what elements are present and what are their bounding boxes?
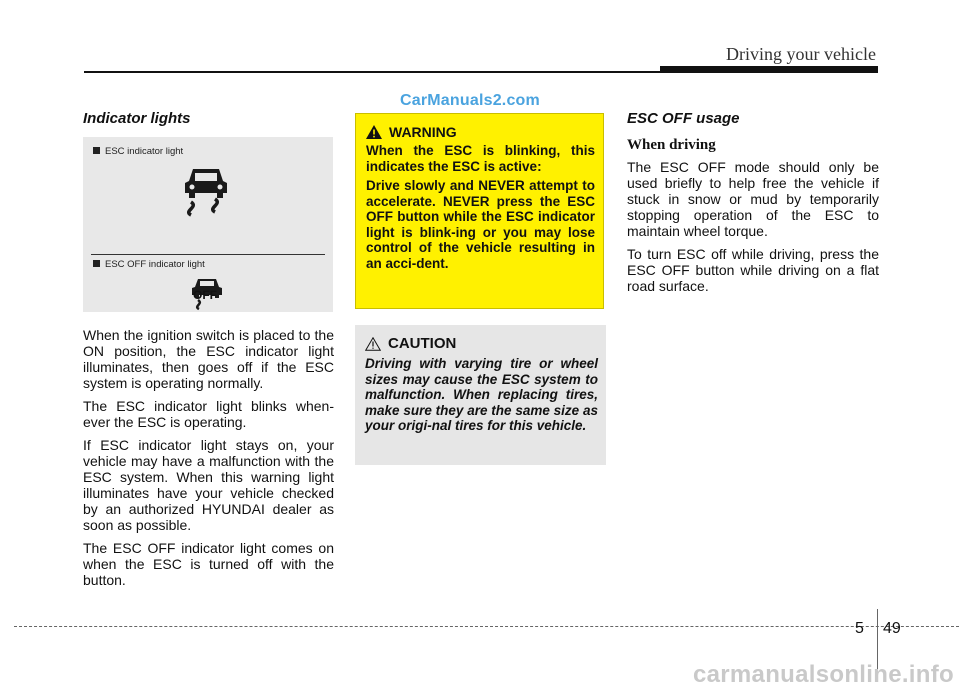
watermark-bottom-link[interactable]: carmanualsonline.info bbox=[692, 661, 954, 688]
caution-triangle-icon bbox=[365, 337, 381, 351]
off-text: OFF bbox=[193, 288, 217, 302]
chapter-number: 5 bbox=[855, 620, 864, 637]
watermark-link[interactable]: CarManuals2.com bbox=[400, 92, 540, 109]
caution-text: Driving with varying tire or wheel sizes may cause the ESC system to malfunction. When replacing tires, make sure they are the same size as your origi-nal tires for this vehicle. bbox=[365, 356, 598, 433]
section-heading: ESC OFF usage bbox=[627, 110, 740, 127]
sub-heading: When driving bbox=[627, 137, 716, 153]
paragraph: When the ignition switch is placed to the ON position, the ESC indicator light illuminates, then goes off if the ESC system is operating normally. bbox=[83, 327, 334, 391]
paragraph: If ESC indicator light stays on, your vehicle may have a malfunction with the ESC system. When this warning light illuminates have your vehicle checked by an authorized HYUNDAI dealer as soon as possible. bbox=[83, 437, 334, 533]
right-column bbox=[627, 110, 879, 301]
bullet-square-icon bbox=[93, 147, 100, 154]
header-rule-bar bbox=[660, 66, 878, 73]
warning-text: Drive slowly and NEVER attempt to accelerate. NEVER press the ESC OFF button while the ESC indicator light is blink-ing or you may lose control of the vehicle resulting in an acci-dent. bbox=[366, 178, 595, 271]
caution-title: CAUTION bbox=[365, 335, 598, 352]
caution-box bbox=[355, 325, 606, 465]
warning-box bbox=[355, 113, 604, 309]
footer-rule bbox=[14, 626, 959, 627]
esc-off-indicator-label: ESC OFF indicator light bbox=[93, 259, 205, 270]
left-column bbox=[83, 110, 334, 595]
indicator-illustration bbox=[83, 137, 333, 312]
middle-column bbox=[355, 113, 606, 465]
warning-title: WARNING bbox=[366, 124, 595, 140]
paragraph: The ESC OFF mode should only be used briefly to help free the vehicle if stuck in snow or mud by temporarily stopping operation of the ESC to maintain wheel torque. bbox=[627, 159, 879, 239]
bullet-square-icon bbox=[93, 260, 100, 267]
page-number: 49 bbox=[883, 620, 901, 637]
paragraph: The ESC OFF indicator light comes on when the ESC is turned off with the button. bbox=[83, 540, 334, 588]
paragraph: The ESC indicator light blinks when-ever the ESC is operating. bbox=[83, 398, 334, 430]
indicator-divider bbox=[91, 254, 325, 255]
esc-skid-icon bbox=[181, 165, 231, 217]
body-text bbox=[83, 327, 334, 588]
esc-indicator-label: ESC indicator light bbox=[93, 146, 183, 157]
warning-triangle-icon bbox=[366, 125, 382, 139]
running-header: Driving your vehicle bbox=[726, 44, 876, 64]
header-rule bbox=[84, 71, 662, 73]
section-heading: Indicator lights bbox=[83, 110, 191, 127]
warning-text: When the ESC is blinking, this indicates the ESC is active: bbox=[366, 143, 595, 174]
paragraph: To turn ESC off while driving, press the ESC OFF button while driving on a flat road surface. bbox=[627, 246, 879, 294]
